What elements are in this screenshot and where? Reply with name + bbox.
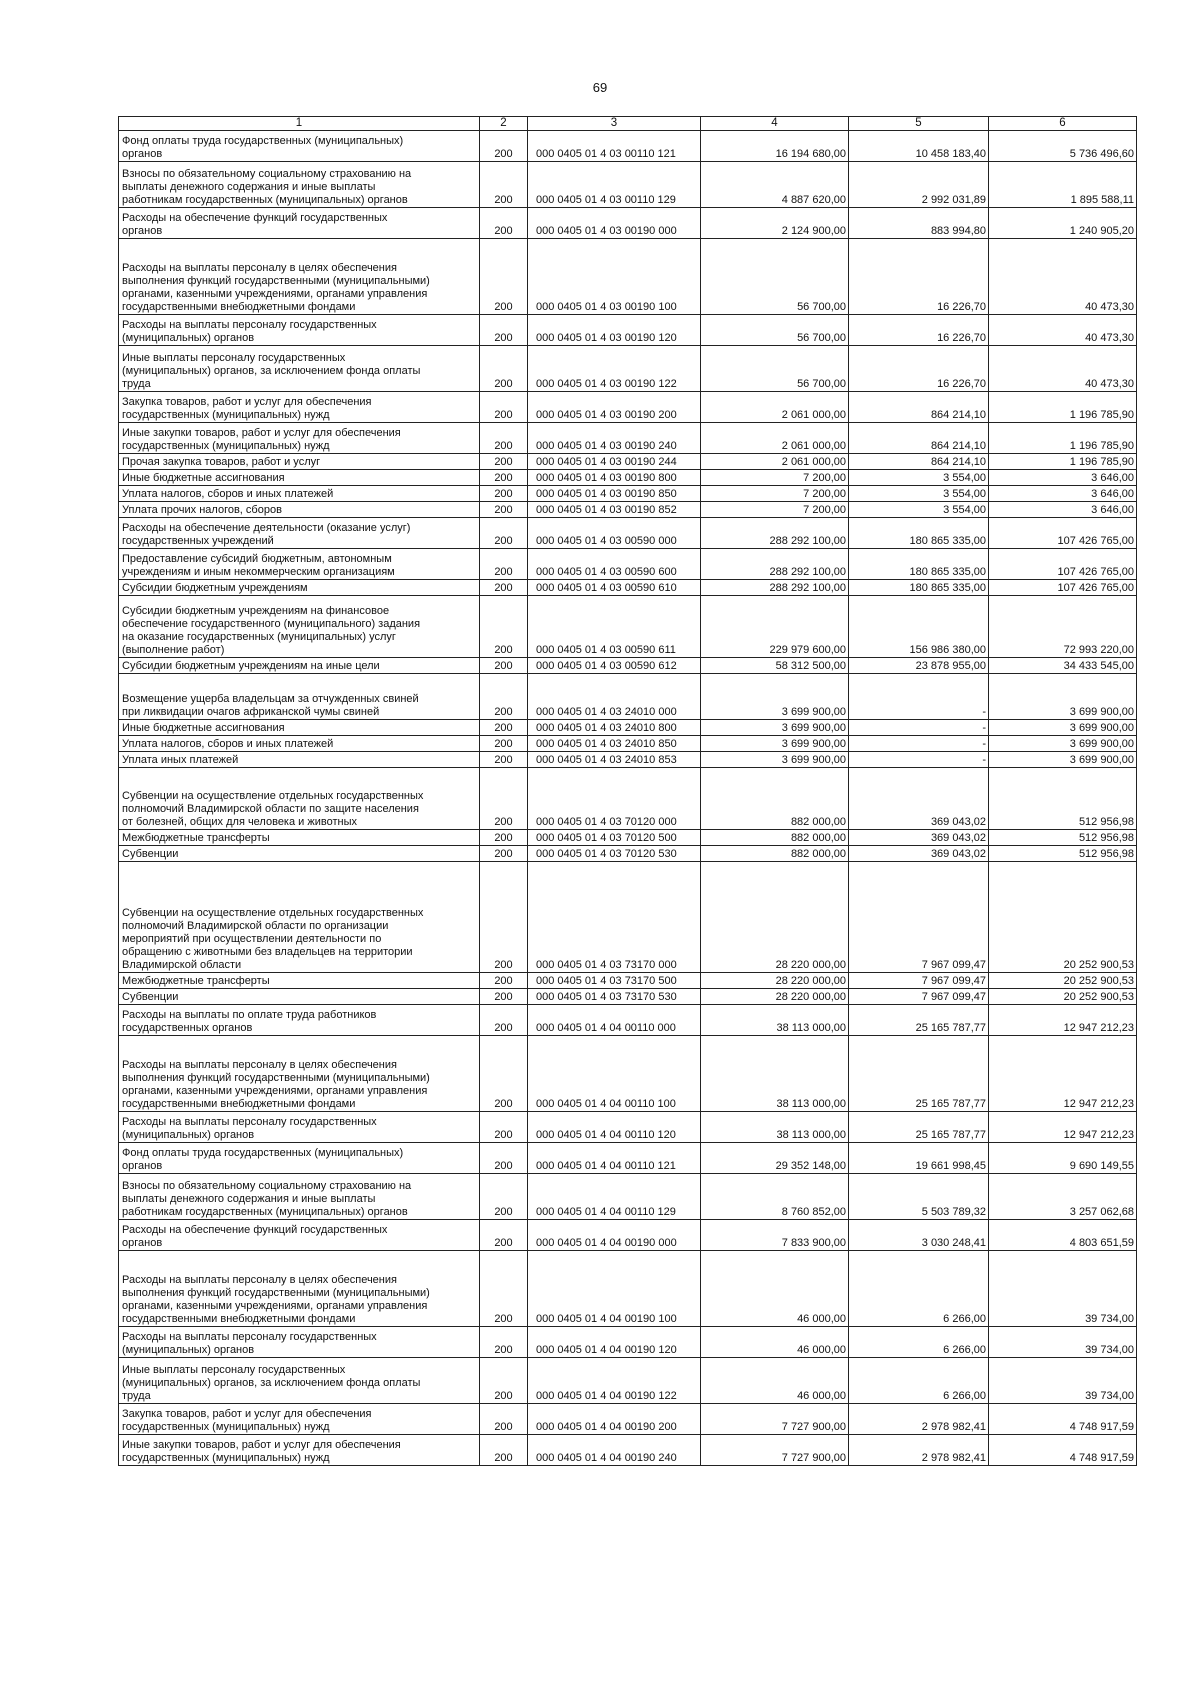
row-classifier-cell: 000 0405 01 4 03 00590 000: [528, 518, 701, 549]
row-executed-cell: 6 266,00: [849, 1358, 989, 1404]
row-remainder-cell: 39 734,00: [989, 1251, 1137, 1327]
row-name-cell: Субсидии бюджетным учреждениям на финансовое обеспечение государственного (муниципального) задания на оказание государственных (муниципальных) услуг (выполнение работ): [119, 596, 480, 658]
row-executed-cell: 16 226,70: [849, 315, 989, 346]
row-remainder-cell: 40 473,30: [989, 239, 1137, 315]
row-classifier-cell: 000 0405 01 4 04 00190 200: [528, 1404, 701, 1435]
row-code-cell: 200: [480, 162, 528, 208]
row-executed-cell: 3 030 248,41: [849, 1220, 989, 1251]
row-classifier-cell: 000 0405 01 4 03 00190 850: [528, 486, 701, 502]
row-code-cell: 200: [480, 596, 528, 658]
row-remainder-cell: 3 699 900,00: [989, 752, 1137, 768]
row-name-cell: Иные закупки товаров, работ и услуг для обеспечения государственных (муниципальных) нужд: [119, 1435, 480, 1466]
row-code-cell: 200: [480, 736, 528, 752]
row-plan-cell: 7 200,00: [701, 470, 849, 486]
table-row: [119, 1358, 1137, 1404]
row-code-cell: 200: [480, 518, 528, 549]
row-classifier-cell: 000 0405 01 4 03 24010 800: [528, 720, 701, 736]
row-remainder-cell: 3 699 900,00: [989, 736, 1137, 752]
row-name-cell: Фонд оплаты труда государственных (муниципальных) органов: [119, 1143, 480, 1174]
row-plan-cell: 38 113 000,00: [701, 1036, 849, 1112]
row-classifier-cell: 000 0405 01 4 04 00110 100: [528, 1036, 701, 1112]
row-executed-cell: 156 986 380,00: [849, 596, 989, 658]
table-row: [119, 1327, 1137, 1358]
row-code-cell: 200: [480, 830, 528, 846]
table-row: [119, 470, 1137, 486]
row-remainder-cell: 1 196 785,90: [989, 392, 1137, 423]
row-executed-cell: 6 266,00: [849, 1251, 989, 1327]
row-name-cell: Взносы по обязательному социальному страхованию на выплаты денежного содержания и иные выплаты работникам государственных (муниципальных) органов: [119, 1174, 480, 1220]
row-remainder-cell: 3 646,00: [989, 470, 1137, 486]
table-row: [119, 1404, 1137, 1435]
row-remainder-cell: 3 699 900,00: [989, 674, 1137, 720]
row-classifier-cell: 000 0405 01 4 04 00190 000: [528, 1220, 701, 1251]
row-code-cell: 200: [480, 454, 528, 470]
row-code-cell: 200: [480, 580, 528, 596]
row-name-cell: Субвенции на осуществление отдельных государственных полномочий Владимирской области по защите населения от болезней, общих для человека и животных: [119, 768, 480, 830]
row-classifier-cell: 000 0405 01 4 03 00590 611: [528, 596, 701, 658]
row-remainder-cell: 20 252 900,53: [989, 989, 1137, 1005]
row-classifier-cell: 000 0405 01 4 03 00590 612: [528, 658, 701, 674]
table-row: [119, 392, 1137, 423]
row-name-cell: Расходы на выплаты персоналу в целях обеспечения выполнения функций государственными (муниципальными) органами, казенными учреждениями, органами управления государственными внебюджетными фондами: [119, 1251, 480, 1327]
column-header: 6: [989, 117, 1137, 131]
row-name-cell: Уплата налогов, сборов и иных платежей: [119, 736, 480, 752]
table-row: [119, 720, 1137, 736]
row-plan-cell: 28 220 000,00: [701, 862, 849, 973]
row-plan-cell: 56 700,00: [701, 239, 849, 315]
row-classifier-cell: 000 0405 01 4 04 00110 120: [528, 1112, 701, 1143]
table-body: [119, 131, 1137, 1466]
row-executed-cell: 25 165 787,77: [849, 1112, 989, 1143]
page-number: 69: [592, 80, 608, 95]
row-code-cell: 200: [480, 470, 528, 486]
row-code-cell: 200: [480, 1174, 528, 1220]
row-code-cell: 200: [480, 315, 528, 346]
row-classifier-cell: 000 0405 01 4 03 00190 122: [528, 346, 701, 392]
row-name-cell: Предоставление субсидий бюджетным, автономным учреждениям и иным некоммерческим организациям: [119, 549, 480, 580]
row-classifier-cell: 000 0405 01 4 03 73170 500: [528, 973, 701, 989]
table-row: [119, 549, 1137, 580]
row-classifier-cell: 000 0405 01 4 03 00190 000: [528, 208, 701, 239]
row-executed-cell: 864 214,10: [849, 454, 989, 470]
row-name-cell: Расходы на выплаты персоналу государственных (муниципальных) органов: [119, 1112, 480, 1143]
row-executed-cell: 369 043,02: [849, 846, 989, 862]
row-classifier-cell: 000 0405 01 4 03 00590 610: [528, 580, 701, 596]
row-classifier-cell: 000 0405 01 4 03 00590 600: [528, 549, 701, 580]
row-executed-cell: -: [849, 736, 989, 752]
row-remainder-cell: 1 240 905,20: [989, 208, 1137, 239]
row-code-cell: 200: [480, 862, 528, 973]
row-plan-cell: 288 292 100,00: [701, 518, 849, 549]
table-row: [119, 239, 1137, 315]
row-code-cell: 200: [480, 1112, 528, 1143]
row-name-cell: Иные бюджетные ассигнования: [119, 720, 480, 736]
table-row: [119, 423, 1137, 454]
row-plan-cell: 46 000,00: [701, 1251, 849, 1327]
row-name-cell: Расходы на выплаты персоналу в целях обеспечения выполнения функций государственными (муниципальными) органами, казенными учреждениями, органами управления государственными внебюджетными фондами: [119, 239, 480, 315]
row-plan-cell: 288 292 100,00: [701, 549, 849, 580]
row-code-cell: 200: [480, 239, 528, 315]
row-name-cell: Межбюджетные трансферты: [119, 973, 480, 989]
row-name-cell: Субвенции: [119, 989, 480, 1005]
row-remainder-cell: 39 734,00: [989, 1327, 1137, 1358]
row-executed-cell: 3 554,00: [849, 486, 989, 502]
row-classifier-cell: 000 0405 01 4 03 00190 852: [528, 502, 701, 518]
row-remainder-cell: 12 947 212,23: [989, 1005, 1137, 1036]
column-header: 5: [849, 117, 989, 131]
row-remainder-cell: 4 748 917,59: [989, 1404, 1137, 1435]
row-executed-cell: 2 978 982,41: [849, 1404, 989, 1435]
row-plan-cell: 8 760 852,00: [701, 1174, 849, 1220]
row-executed-cell: 7 967 099,47: [849, 973, 989, 989]
row-code-cell: 200: [480, 1327, 528, 1358]
row-plan-cell: 29 352 148,00: [701, 1143, 849, 1174]
row-executed-cell: 7 967 099,47: [849, 989, 989, 1005]
row-classifier-cell: 000 0405 01 4 04 00190 120: [528, 1327, 701, 1358]
row-classifier-cell: 000 0405 01 4 04 00190 240: [528, 1435, 701, 1466]
table-row: [119, 580, 1137, 596]
row-code-cell: 200: [480, 346, 528, 392]
column-header: 3: [528, 117, 701, 131]
row-name-cell: Расходы на обеспечение деятельности (оказание услуг) государственных учреждений: [119, 518, 480, 549]
row-plan-cell: 7 200,00: [701, 486, 849, 502]
row-classifier-cell: 000 0405 01 4 04 00110 000: [528, 1005, 701, 1036]
row-code-cell: 200: [480, 208, 528, 239]
row-name-cell: Расходы на обеспечение функций государственных органов: [119, 1220, 480, 1251]
row-classifier-cell: 000 0405 01 4 04 00190 100: [528, 1251, 701, 1327]
row-code-cell: 200: [480, 549, 528, 580]
table-row: [119, 162, 1137, 208]
row-classifier-cell: 000 0405 01 4 03 73170 000: [528, 862, 701, 973]
row-name-cell: Расходы на обеспечение функций государственных органов: [119, 208, 480, 239]
row-plan-cell: 882 000,00: [701, 830, 849, 846]
row-remainder-cell: 40 473,30: [989, 346, 1137, 392]
row-name-cell: Уплата иных платежей: [119, 752, 480, 768]
row-classifier-cell: 000 0405 01 4 03 00190 100: [528, 239, 701, 315]
row-plan-cell: 229 979 600,00: [701, 596, 849, 658]
row-plan-cell: 28 220 000,00: [701, 989, 849, 1005]
row-remainder-cell: 512 956,98: [989, 830, 1137, 846]
table-row: [119, 846, 1137, 862]
table-row: [119, 1143, 1137, 1174]
table-row: [119, 502, 1137, 518]
row-classifier-cell: 000 0405 01 4 03 24010 853: [528, 752, 701, 768]
row-classifier-cell: 000 0405 01 4 03 70120 530: [528, 846, 701, 862]
row-classifier-cell: 000 0405 01 4 04 00110 129: [528, 1174, 701, 1220]
row-name-cell: Иные бюджетные ассигнования: [119, 470, 480, 486]
row-code-cell: 200: [480, 752, 528, 768]
row-remainder-cell: 5 736 496,60: [989, 131, 1137, 162]
row-code-cell: 200: [480, 392, 528, 423]
row-plan-cell: 2 061 000,00: [701, 454, 849, 470]
table-row: [119, 1112, 1137, 1143]
row-plan-cell: 7 727 900,00: [701, 1404, 849, 1435]
row-plan-cell: 3 699 900,00: [701, 752, 849, 768]
row-executed-cell: 864 214,10: [849, 423, 989, 454]
row-executed-cell: 180 865 335,00: [849, 518, 989, 549]
row-remainder-cell: 3 646,00: [989, 486, 1137, 502]
row-remainder-cell: 1 895 588,11: [989, 162, 1137, 208]
row-classifier-cell: 000 0405 01 4 03 00110 121: [528, 131, 701, 162]
table-row: [119, 1174, 1137, 1220]
table-row: [119, 596, 1137, 658]
row-executed-cell: 10 458 183,40: [849, 131, 989, 162]
row-remainder-cell: 1 196 785,90: [989, 454, 1137, 470]
row-name-cell: Расходы на выплаты персоналу государственных (муниципальных) органов: [119, 1327, 480, 1358]
row-classifier-cell: 000 0405 01 4 03 00190 120: [528, 315, 701, 346]
row-remainder-cell: 107 426 765,00: [989, 580, 1137, 596]
row-code-cell: 200: [480, 768, 528, 830]
row-remainder-cell: 3 699 900,00: [989, 720, 1137, 736]
table-row: [119, 315, 1137, 346]
row-code-cell: 200: [480, 1251, 528, 1327]
row-plan-cell: 2 061 000,00: [701, 392, 849, 423]
row-executed-cell: 369 043,02: [849, 768, 989, 830]
row-remainder-cell: 34 433 545,00: [989, 658, 1137, 674]
row-remainder-cell: 72 993 220,00: [989, 596, 1137, 658]
row-classifier-cell: 000 0405 01 4 03 00190 200: [528, 392, 701, 423]
row-classifier-cell: 000 0405 01 4 03 00190 244: [528, 454, 701, 470]
row-name-cell: Закупка товаров, работ и услуг для обеспечения государственных (муниципальных) нужд: [119, 1404, 480, 1435]
row-code-cell: 200: [480, 1358, 528, 1404]
row-plan-cell: 56 700,00: [701, 315, 849, 346]
row-plan-cell: 882 000,00: [701, 846, 849, 862]
row-plan-cell: 16 194 680,00: [701, 131, 849, 162]
row-remainder-cell: 40 473,30: [989, 315, 1137, 346]
column-header: 1: [119, 117, 480, 131]
row-remainder-cell: 1 196 785,90: [989, 423, 1137, 454]
row-classifier-cell: 000 0405 01 4 03 00190 240: [528, 423, 701, 454]
row-plan-cell: 46 000,00: [701, 1327, 849, 1358]
row-executed-cell: -: [849, 752, 989, 768]
row-code-cell: 200: [480, 1143, 528, 1174]
row-code-cell: 200: [480, 486, 528, 502]
row-executed-cell: 369 043,02: [849, 830, 989, 846]
table-row: [119, 486, 1137, 502]
row-code-cell: 200: [480, 1404, 528, 1435]
table-row: [119, 1036, 1137, 1112]
row-plan-cell: 3 699 900,00: [701, 720, 849, 736]
row-plan-cell: 2 124 900,00: [701, 208, 849, 239]
row-name-cell: Иные выплаты персоналу государственных (муниципальных) органов, за исключением фонда оплаты труда: [119, 346, 480, 392]
row-name-cell: Иные закупки товаров, работ и услуг для обеспечения государственных (муниципальных) нужд: [119, 423, 480, 454]
row-plan-cell: 2 061 000,00: [701, 423, 849, 454]
row-name-cell: Субсидии бюджетным учреждениям на иные цели: [119, 658, 480, 674]
row-plan-cell: 56 700,00: [701, 346, 849, 392]
table-row: [119, 518, 1137, 549]
row-code-cell: 200: [480, 973, 528, 989]
row-plan-cell: 7 833 900,00: [701, 1220, 849, 1251]
row-name-cell: Иные выплаты персоналу государственных (муниципальных) органов, за исключением фонда оплаты труда: [119, 1358, 480, 1404]
row-code-cell: 200: [480, 423, 528, 454]
row-plan-cell: 4 887 620,00: [701, 162, 849, 208]
column-header: 4: [701, 117, 849, 131]
row-classifier-cell: 000 0405 01 4 03 24010 850: [528, 736, 701, 752]
row-plan-cell: 28 220 000,00: [701, 973, 849, 989]
row-plan-cell: 3 699 900,00: [701, 674, 849, 720]
row-executed-cell: 25 165 787,77: [849, 1005, 989, 1036]
table-row: [119, 1005, 1137, 1036]
row-code-cell: 200: [480, 674, 528, 720]
row-name-cell: Расходы на выплаты персоналу в целях обеспечения выполнения функций государственными (муниципальными) органами, казенными учреждениями, органами управления государственными внебюджетными фондами: [119, 1036, 480, 1112]
row-executed-cell: 16 226,70: [849, 346, 989, 392]
table-row: [119, 454, 1137, 470]
row-executed-cell: 180 865 335,00: [849, 549, 989, 580]
table-row: [119, 208, 1137, 239]
row-classifier-cell: 000 0405 01 4 04 00190 122: [528, 1358, 701, 1404]
row-code-cell: 200: [480, 1220, 528, 1251]
row-executed-cell: 3 554,00: [849, 470, 989, 486]
row-remainder-cell: 3 646,00: [989, 502, 1137, 518]
table-row: [119, 736, 1137, 752]
table-row: [119, 346, 1137, 392]
row-code-cell: 200: [480, 1435, 528, 1466]
row-executed-cell: 3 554,00: [849, 502, 989, 518]
row-name-cell: Расходы на выплаты персоналу государственных (муниципальных) органов: [119, 315, 480, 346]
row-name-cell: Межбюджетные трансферты: [119, 830, 480, 846]
row-executed-cell: 2 978 982,41: [849, 1435, 989, 1466]
row-executed-cell: 25 165 787,77: [849, 1036, 989, 1112]
row-plan-cell: 46 000,00: [701, 1358, 849, 1404]
table-row: [119, 973, 1137, 989]
row-classifier-cell: 000 0405 01 4 04 00110 121: [528, 1143, 701, 1174]
row-code-cell: 200: [480, 989, 528, 1005]
row-code-cell: 200: [480, 502, 528, 518]
column-header: 2: [480, 117, 528, 131]
row-remainder-cell: 39 734,00: [989, 1358, 1137, 1404]
row-code-cell: 200: [480, 1005, 528, 1036]
row-executed-cell: 5 503 789,32: [849, 1174, 989, 1220]
table-row: [119, 1220, 1137, 1251]
row-executed-cell: 23 878 955,00: [849, 658, 989, 674]
row-executed-cell: 6 266,00: [849, 1327, 989, 1358]
row-code-cell: 200: [480, 846, 528, 862]
row-classifier-cell: 000 0405 01 4 03 73170 530: [528, 989, 701, 1005]
row-remainder-cell: 20 252 900,53: [989, 862, 1137, 973]
row-executed-cell: 2 992 031,89: [849, 162, 989, 208]
row-plan-cell: 288 292 100,00: [701, 580, 849, 596]
row-classifier-cell: 000 0405 01 4 03 70120 000: [528, 768, 701, 830]
table-row: [119, 131, 1137, 162]
row-name-cell: Прочая закупка товаров, работ и услуг: [119, 454, 480, 470]
row-plan-cell: 38 113 000,00: [701, 1005, 849, 1036]
table-row: [119, 862, 1137, 973]
row-name-cell: Возмещение ущерба владельцам за отчужденных свиней при ликвидации очагов африканской чумы свиней: [119, 674, 480, 720]
row-executed-cell: 864 214,10: [849, 392, 989, 423]
row-code-cell: 200: [480, 658, 528, 674]
row-classifier-cell: 000 0405 01 4 03 00190 800: [528, 470, 701, 486]
row-remainder-cell: 512 956,98: [989, 846, 1137, 862]
table-row: [119, 989, 1137, 1005]
row-remainder-cell: 4 803 651,59: [989, 1220, 1137, 1251]
row-classifier-cell: 000 0405 01 4 03 00110 129: [528, 162, 701, 208]
row-code-cell: 200: [480, 720, 528, 736]
row-name-cell: Фонд оплаты труда государственных (муниципальных) органов: [119, 131, 480, 162]
table-row: [119, 674, 1137, 720]
table-row: [119, 1251, 1137, 1327]
row-plan-cell: 38 113 000,00: [701, 1112, 849, 1143]
row-remainder-cell: 12 947 212,23: [989, 1036, 1137, 1112]
table-row: [119, 1435, 1137, 1466]
row-code-cell: 200: [480, 1036, 528, 1112]
row-remainder-cell: 4 748 917,59: [989, 1435, 1137, 1466]
row-name-cell: Уплата прочих налогов, сборов: [119, 502, 480, 518]
row-name-cell: Уплата налогов, сборов и иных платежей: [119, 486, 480, 502]
row-executed-cell: -: [849, 720, 989, 736]
row-executed-cell: 7 967 099,47: [849, 862, 989, 973]
row-remainder-cell: 12 947 212,23: [989, 1112, 1137, 1143]
row-remainder-cell: 20 252 900,53: [989, 973, 1137, 989]
table-row: [119, 658, 1137, 674]
row-name-cell: Субвенции на осуществление отдельных государственных полномочий Владимирской области по организации мероприятий при осуществлении деятельности по обращению с животными без владельцев на территории Владимирской области: [119, 862, 480, 973]
row-classifier-cell: 000 0405 01 4 03 70120 500: [528, 830, 701, 846]
row-code-cell: 200: [480, 131, 528, 162]
row-plan-cell: 7 200,00: [701, 502, 849, 518]
row-executed-cell: 883 994,80: [849, 208, 989, 239]
row-executed-cell: 16 226,70: [849, 239, 989, 315]
row-executed-cell: -: [849, 674, 989, 720]
table-row: [119, 830, 1137, 846]
row-remainder-cell: 3 257 062,68: [989, 1174, 1137, 1220]
column-number-header-row: [119, 117, 1137, 131]
row-executed-cell: 180 865 335,00: [849, 580, 989, 596]
budget-execution-table: [118, 116, 1137, 1466]
row-name-cell: Взносы по обязательному социальному страхованию на выплаты денежного содержания и иные выплаты работникам государственных (муниципальных) органов: [119, 162, 480, 208]
row-remainder-cell: 107 426 765,00: [989, 518, 1137, 549]
row-name-cell: Субсидии бюджетным учреждениям: [119, 580, 480, 596]
row-plan-cell: 7 727 900,00: [701, 1435, 849, 1466]
row-plan-cell: 58 312 500,00: [701, 658, 849, 674]
row-name-cell: Закупка товаров, работ и услуг для обеспечения государственных (муниципальных) нужд: [119, 392, 480, 423]
table-row: [119, 768, 1137, 830]
row-name-cell: Расходы на выплаты по оплате труда работников государственных органов: [119, 1005, 480, 1036]
row-name-cell: Субвенции: [119, 846, 480, 862]
row-executed-cell: 19 661 998,45: [849, 1143, 989, 1174]
row-classifier-cell: 000 0405 01 4 03 24010 000: [528, 674, 701, 720]
row-plan-cell: 3 699 900,00: [701, 736, 849, 752]
row-remainder-cell: 9 690 149,55: [989, 1143, 1137, 1174]
row-remainder-cell: 107 426 765,00: [989, 549, 1137, 580]
row-remainder-cell: 512 956,98: [989, 768, 1137, 830]
row-plan-cell: 882 000,00: [701, 768, 849, 830]
table-row: [119, 752, 1137, 768]
